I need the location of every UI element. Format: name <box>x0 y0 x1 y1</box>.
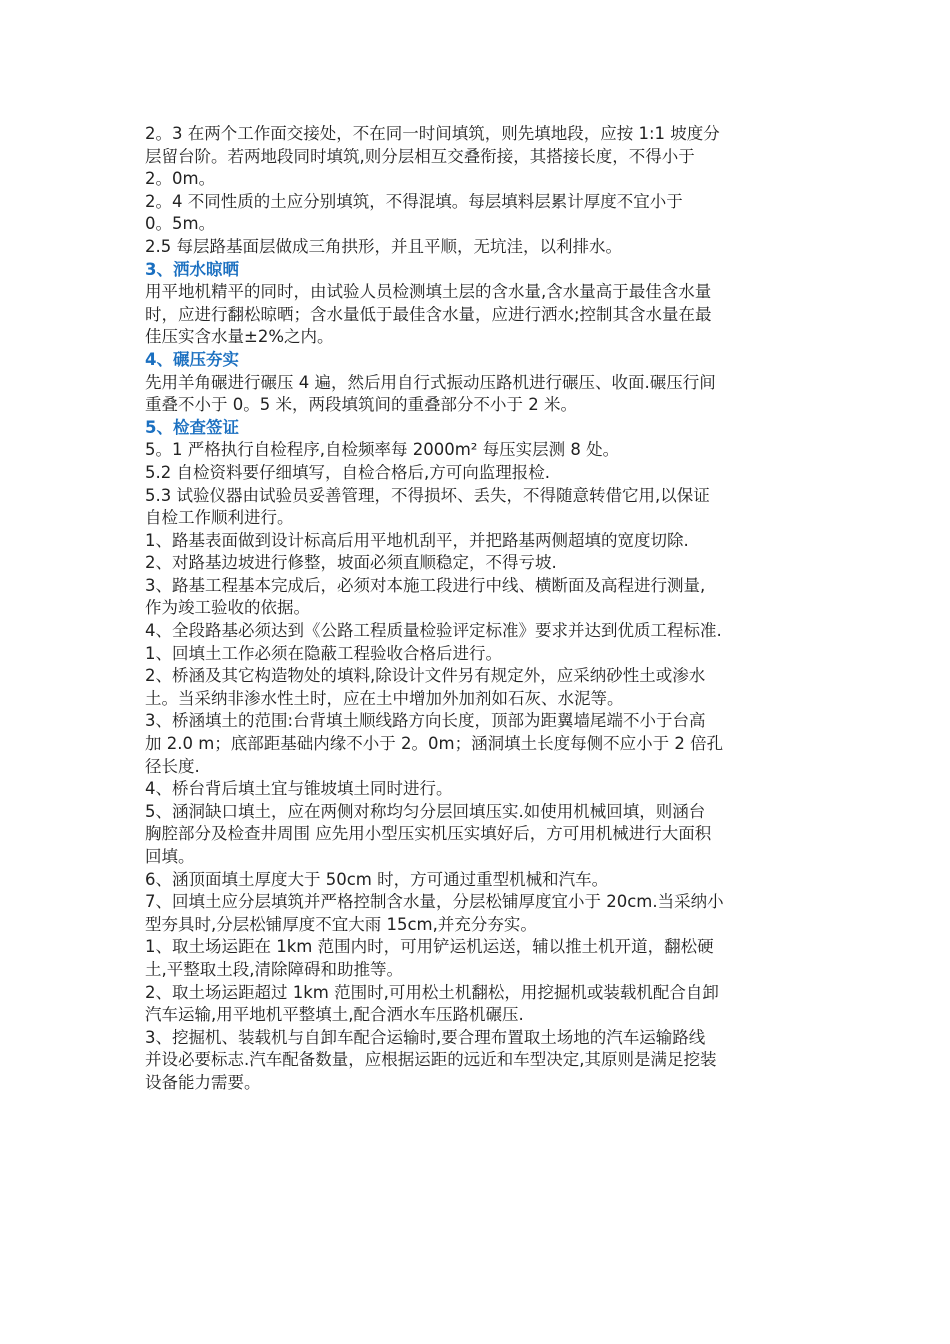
text-line: 3、路基工程基本完成后，必须对本施工段进行中线、横断面及高程进行测量, <box>145 575 706 595</box>
text-line: 5.2 自检资料要仔细填写，自检合格后,方可向监理报检. <box>145 462 550 482</box>
text-line: 型夯具时,分层松铺厚度不宜大雨 15cm,并充分夯实。 <box>145 914 537 934</box>
text-line: 土。当采纳非渗水性土时，应在土中增加外加剂如石灰、水泥等。 <box>145 688 624 708</box>
text-line: 2、桥涵及其它构造物处的填料,除设计文件另有规定外，应采纳砂性土或渗水 <box>145 666 706 686</box>
text-line: 4、桥台背后填土宜与锥坡填土同时进行。 <box>145 779 453 799</box>
text-line: 1、路基表面做到设计标高后用平地机刮平，并把路基两侧超填的宽度切除. <box>145 530 689 550</box>
text-line: 并设必要标志.汽车配备数量，应根据运距的远近和车型决定,其原则是满足挖装 <box>145 1050 717 1070</box>
document-body <box>145 123 825 1095</box>
text-line: 2、对路基边坡进行修整，坡面必须直顺稳定，不得亏坡. <box>145 553 557 573</box>
text-line: 5。1 严格执行自检程序,自检频率每 2000m² 每压实层测 8 处。 <box>145 440 620 460</box>
section-heading: 4、碾压夯实 <box>145 349 239 369</box>
section-heading: 5、检查签证 <box>145 417 239 437</box>
text-line: 径长度. <box>145 756 200 776</box>
text-line: 2。3 在两个工作面交接处，不在同一时间填筑，则先填地段，应按 1:1 坡度分 <box>145 124 720 143</box>
text-line: 先用羊角碾进行碾压 4 遍，然后用自行式振动压路机进行碾压、收面.碾压行间 <box>145 372 716 392</box>
text-line: 2。4 不同性质的土应分别填筑，不得混填。每层填料层累计厚度不宜小于 <box>145 191 683 211</box>
text-line: 1、取土场运距在 1km 范围内时，可用铲运机运送，辅以推土机开道，翻松硬 <box>145 937 714 957</box>
text-line: 层留台阶。若两地段同时填筑,则分层相互交叠衔接，其搭接长度，不得小于 <box>145 146 695 166</box>
text-line: 5、涵洞缺口填土，应在两侧对称均匀分层回填压实.如使用机械回填，则涵台 <box>145 801 706 821</box>
text-line: 时，应进行翻松晾晒；含水量低于最佳含水量，应进行洒水;控制其含水量在最 <box>145 304 712 324</box>
text-line: 自检工作顺利进行。 <box>145 508 294 528</box>
text-line: 胸腔部分及检查井周围 应先用小型压实机压实填好后，方可用机械进行大面积 <box>145 824 712 844</box>
section-heading: 3、洒水晾晒 <box>145 259 239 279</box>
text-line: 0。5m。 <box>145 214 216 234</box>
text-line: 佳压实含水量±2%之内。 <box>145 327 334 347</box>
text-line: 重叠不小于 0。5 米，两段填筑间的重叠部分不小于 2 米。 <box>145 395 577 415</box>
text-line: 2、取土场运距超过 1km 范围时,可用松土机翻松，用挖掘机或装载机配合自卸 <box>145 982 719 1002</box>
text-line: 回填。 <box>145 847 195 866</box>
text-line: 作为竣工验收的依据。 <box>145 598 310 618</box>
text-line: 7、回填土应分层填筑并严格控制含水量，分层松铺厚度宜小于 20cm.当采纳小 <box>145 892 724 912</box>
text-line: 2。0m。 <box>145 169 216 189</box>
text-line: 汽车运输,用平地机平整填土,配合洒水车压路机碾压. <box>145 1005 524 1025</box>
text-line: 6、涵顶面填土厚度大于 50cm 时，方可通过重型机械和汽车。 <box>145 869 609 889</box>
text-line: 加 2.0 m；底部距基础内缘不小于 2。0m；涵洞填土长度每侧不应小于 2 倍孔 <box>145 734 724 754</box>
text-line: 4、全段路基必须达到《公路工程质量检验评定标准》要求并达到优质工程标准. <box>145 621 722 641</box>
text-line: 3、挖掘机、装载机与自卸车配合运输时,要合理布置取土场地的汽车运输路线 <box>145 1027 706 1047</box>
text-line: 土,平整取土段,清除障碍和助推等。 <box>145 959 403 979</box>
text-line: 5.3 试验仪器由试验员妥善管理，不得损坏、丢失，不得随意转借它用,以保证 <box>145 485 710 505</box>
text-line: 1、回填土工作必须在隐蔽工程验收合格后进行。 <box>145 643 502 663</box>
text-line: 3、桥涵填土的范围:台背填土顺线路方向长度，顶部为距翼墙尾端不小于台高 <box>145 711 706 731</box>
text-line: 用平地机精平的同时，由试验人员检测填土层的含水量,含水量高于最佳含水量 <box>145 282 712 302</box>
text-line: 2.5 每层路基面层做成三角拱形，并且平顺，无坑洼，以利排水。 <box>145 236 622 256</box>
text-line: 设备能力需要。 <box>145 1072 261 1092</box>
